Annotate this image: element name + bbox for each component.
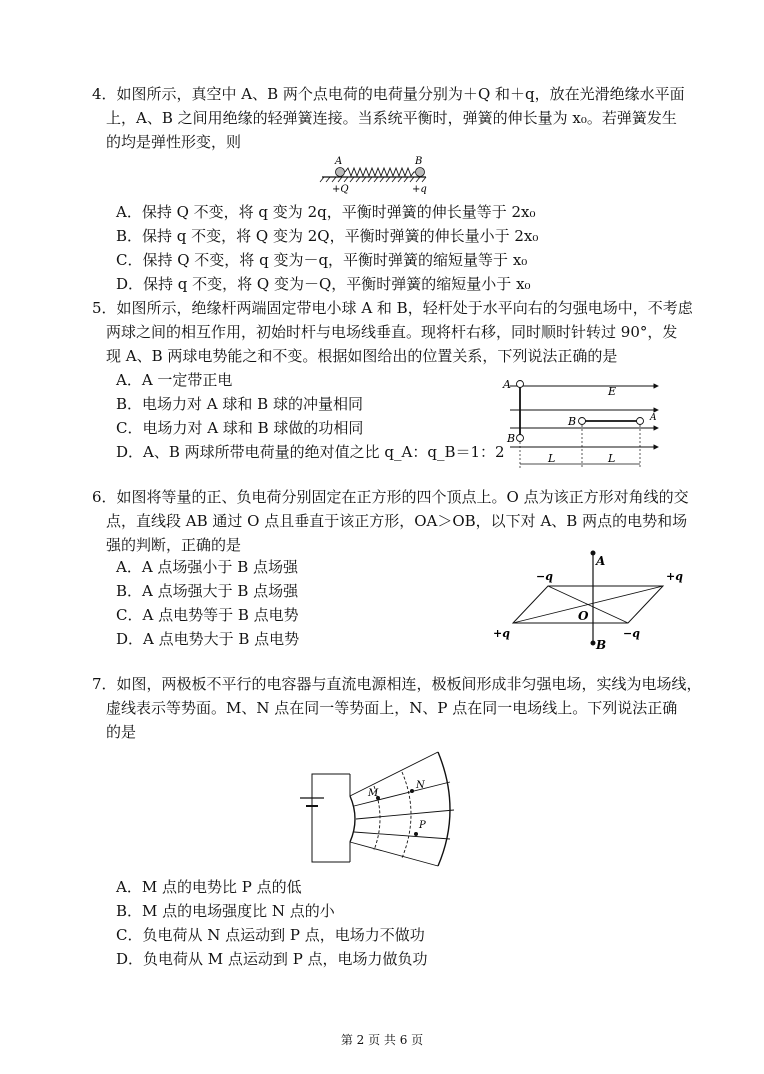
q6-option-b[interactable]: B．A 点场强大于 B 点场强	[116, 582, 299, 600]
q7-label-n: N	[416, 780, 425, 791]
q5-option-a[interactable]: A．A 一定带正电	[116, 371, 233, 389]
q6-stem-line-2: 点，直线段 AB 通过 O 点且垂直于该正方形，OA＞OB，以下对 A、B 两点的电势和场	[106, 512, 688, 530]
q4-ball-a	[336, 168, 345, 177]
q7-stem-line-1: 7．如图，两极板不平行的电容器与直流电源相连，极板间形成非匀强电场，实线为电场线，	[92, 675, 702, 693]
q6-charge-top-right: +q	[666, 570, 683, 583]
q5-label-l1: L	[548, 452, 556, 465]
q4-charge-a: +Q	[332, 184, 349, 194]
q5-dimension-ticks	[520, 425, 640, 468]
q5-stem-line-3: 现 A、B 两球电势能之和不变。根据如图给出的位置关系，下列说法正确的是	[106, 347, 618, 365]
q7-option-c[interactable]: C．负电荷从 N 点运动到 P 点，电场力不做功	[116, 926, 425, 944]
q7-circuit-wire	[312, 774, 350, 862]
q5-label-e: E	[608, 385, 617, 398]
q5-stem-line-2: 两球之间的相互作用，初始时杆与电场线垂直。现将杆右移，同时顺时针转过 90°，发	[106, 323, 678, 341]
q5-label-a-final: A	[650, 413, 657, 423]
q4-option-b[interactable]: B．保持 q 不变，将 Q 变为 2Q，平衡时弹簧的伸长量小于 2x₀	[116, 227, 539, 245]
q4-option-c[interactable]: C．保持 Q 不变，将 q 变为－q，平衡时弹簧的缩短量等于 x₀	[116, 251, 528, 269]
q4-spring-figure	[318, 152, 430, 194]
q7-label-m: M	[368, 788, 379, 799]
q5-field-lines	[510, 386, 658, 447]
q6-point-b	[591, 641, 596, 646]
q7-option-d[interactable]: D．负电荷从 M 点运动到 P 点，电场力做负功	[116, 950, 428, 968]
q6-point-a	[591, 551, 596, 556]
q6-charge-bottom-left: +q	[493, 627, 510, 640]
q4-ball-b	[416, 168, 425, 177]
q7-point-p	[414, 832, 418, 836]
q5-option-c[interactable]: C．电场力对 A 球和 B 球做的功相同	[116, 419, 364, 437]
q4-stem-line-3: 的均是弹性形变，则	[106, 133, 242, 151]
q7-label-p: P	[419, 820, 426, 831]
q5-field-figure	[500, 372, 665, 470]
q6-option-a[interactable]: A．A 点场强小于 B 点场强	[116, 558, 298, 576]
q7-capacitor-figure	[290, 742, 480, 867]
q7-option-b[interactable]: B．M 点的电场强度比 N 点的小	[116, 902, 335, 920]
q6-label-o: O	[578, 609, 589, 623]
q7-equipotential-lines	[374, 772, 411, 858]
q5-option-b[interactable]: B．电场力对 A 球和 B 球的冲量相同	[116, 395, 363, 413]
q4-spring	[345, 168, 415, 176]
q5-ball-b-initial	[517, 435, 524, 442]
q7-stem-line-3: 的是	[106, 723, 137, 741]
q6-charge-bottom-right: −q	[623, 627, 640, 640]
q5-option-d[interactable]: D．A、B 两球所带电荷量的绝对值之比 q_A：q_B＝1：2	[116, 443, 505, 461]
q4-ground-hatch	[320, 177, 426, 182]
q4-option-d[interactable]: D．保持 q 不变，将 Q 变为－Q，平衡时弹簧的缩短量小于 x₀	[116, 275, 531, 293]
q5-stem-line-1: 5．如图所示，绝缘杆两端固定带电小球 A 和 B，轻杆处于水平向右的匀强电场中，不考虑	[92, 299, 693, 317]
q6-label-a: A	[596, 554, 606, 568]
q5-label-a-initial: A	[503, 378, 511, 391]
q7-field-lines	[350, 752, 454, 866]
q7-stem-line-2: 虚线表示等势面。M、N 点在同一等势面上，N、P 点在同一电场线上。下列说法正确	[106, 699, 678, 717]
q5-ball-b-final	[579, 418, 586, 425]
q4-charge-b: +q	[412, 184, 427, 194]
q7-option-a[interactable]: A．M 点的电势比 P 点的低	[116, 878, 302, 896]
page-footer: 第 2 页 共 6 页	[340, 1033, 424, 1047]
q4-option-a[interactable]: A．保持 Q 不变，将 q 变为 2q，平衡时弹簧的伸长量等于 2x₀	[116, 203, 536, 221]
q6-stem-line-1: 6．如图将等量的正、负电荷分别固定在正方形的四个顶点上。O 点为该正方形对角线的交	[92, 488, 689, 506]
q5-label-b-final: B	[568, 415, 577, 428]
q4-stem-line-1: 4．如图所示，真空中 A、B 两个点电荷的电荷量分别为＋Q 和＋q，放在光滑绝缘水平面	[92, 85, 685, 103]
q7-plate-left	[350, 796, 355, 842]
q6-stem-line-3: 强的判断，正确的是	[106, 536, 242, 554]
q4-label-a: A	[335, 156, 343, 167]
q7-point-n	[410, 789, 414, 793]
q5-label-b-initial: B	[507, 432, 516, 445]
q6-option-c[interactable]: C．A 点电势等于 B 点电势	[116, 606, 299, 624]
q4-label-b: B	[415, 156, 423, 167]
q6-charge-top-left: −q	[536, 570, 553, 583]
q6-label-b: B	[596, 638, 607, 652]
q5-ball-a-final	[637, 418, 644, 425]
q5-label-l2: L	[608, 452, 616, 465]
q7-plate-right	[438, 752, 450, 866]
q5-ball-a-initial	[517, 381, 524, 388]
q6-square-figure	[488, 545, 688, 655]
q6-option-d[interactable]: D．A 点电势大于 B 点电势	[116, 630, 300, 648]
q4-stem-line-2: 上，A、B 之间用绝缘的轻弹簧连接。当系统平衡时，弹簧的伸长量为 x₀。若弹簧发生	[106, 109, 677, 127]
